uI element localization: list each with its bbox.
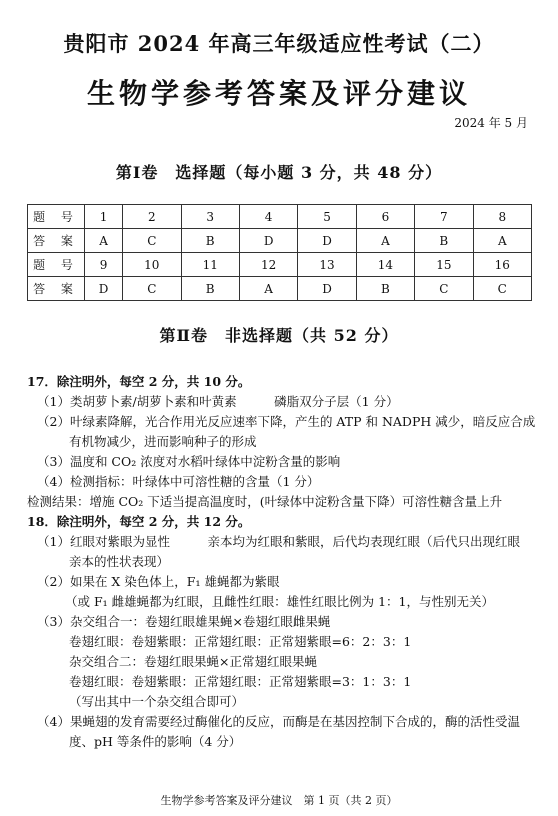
table-row [28, 253, 532, 277]
table-cell: 8 [473, 205, 531, 229]
table-cell: 13 [298, 253, 356, 277]
table-cell: 16 [473, 253, 531, 277]
answer-line: （2）如果在 X 染色体上，F₁ 雄蝇都为紫眼 [37, 574, 280, 589]
table-cell: B [181, 277, 239, 301]
table-cell: C [123, 229, 181, 253]
table-cell: C [415, 277, 473, 301]
answer-line: （4）果蝇翅的发育需要经过酶催化的反应，而酶是在基因控制下合成的，酶的活性受温 [37, 714, 520, 729]
table-cell: 3 [181, 205, 239, 229]
answer-line: （1）类胡萝卜素/胡萝卜素和叶黄素 磷脂双分子层（1 分） [37, 394, 399, 409]
table-cell: 14 [356, 253, 414, 277]
answer-line: （3）温度和 CO₂ 浓度对水稻叶绿体中淀粉含量的影响 [37, 454, 341, 469]
table-cell: B [181, 229, 239, 253]
table-header-cell: 题 号 [28, 253, 85, 277]
answer-line: 亲本的性状表现） [69, 554, 170, 569]
table-cell: A [356, 229, 414, 253]
table-cell: A [239, 277, 297, 301]
table-header-cell: 题 号 [28, 205, 85, 229]
table-cell: 5 [298, 205, 356, 229]
section-2-title: 第Ⅱ卷 非选择题（共 52 分） [159, 326, 399, 345]
table-cell: C [473, 277, 531, 301]
section-1-title: 第Ⅰ卷 选择题（每小题 3 分，共 48 分） [115, 163, 443, 182]
table-row [28, 229, 532, 253]
table-cell: B [415, 229, 473, 253]
document-title: 生物学参考答案及评分建议 [86, 77, 471, 110]
table-cell: D [298, 277, 356, 301]
answer-line: （3）杂交组合一：卷翅红眼雄果蝇×卷翅红眼雌果蝇 [37, 614, 331, 629]
table-cell: 2 [123, 205, 181, 229]
table-cell: 11 [181, 253, 239, 277]
answer-line: （4）检测指标：叶绿体中可溶性糖的含量（1 分） [37, 474, 320, 489]
table-cell: 6 [356, 205, 414, 229]
answer-line: 度、pH 等条件的影响（4 分） [69, 734, 242, 749]
table-cell: D [239, 229, 297, 253]
table-cell: 15 [415, 253, 473, 277]
answer-body [27, 372, 537, 752]
question-18-header: 18．除注明外，每空 2 分，共 12 分。 [27, 514, 251, 529]
table-header-cell: 答 案 [28, 277, 85, 301]
answer-line: （1）红眼对紫眼为显性 亲本均为红眼和紫眼，后代均表现红眼（后代只出现红眼 [37, 534, 520, 549]
document-date: 2024 年 5 月 [454, 116, 528, 130]
answer-line: （写出其中一个杂交组合即可） [69, 694, 245, 709]
answer-line: 卷翅红眼：卷翅紫眼：正常翅红眼：正常翅紫眼=3：1：3：1 [69, 674, 412, 689]
table-header-cell: 答 案 [28, 229, 85, 253]
table-cell: 12 [239, 253, 297, 277]
answer-line: 杂交组合二：卷翅红眼果蝇×正常翅红眼果蝇 [69, 654, 317, 669]
table-cell: 9 [85, 253, 123, 277]
exam-title: 贵阳市 2024 年高三年级适应性考试（二） [63, 31, 495, 56]
answer-line: 检测结果：增施 CO₂ 下适当提高温度时，(叶绿体中淀粉含量下降）可溶性糖含量上升 [27, 494, 503, 509]
table-row [28, 277, 532, 301]
page-footer: 生物学参考答案及评分建议 第 1 页（共 2 页） [160, 794, 398, 807]
table-cell: A [85, 229, 123, 253]
answer-line: 有机物减少，进而影响种子的形成 [69, 434, 257, 449]
table-cell: 4 [239, 205, 297, 229]
table-cell: A [473, 229, 531, 253]
answer-line: （或 F₁ 雌雄蝇都为红眼，且雌性红眼：雄性红眼比例为 1：1，与性别无关） [65, 594, 495, 609]
answer-line: 卷翅红眼：卷翅紫眼：正常翅红眼：正常翅紫眼=6：2：3：1 [69, 634, 412, 649]
table-row [28, 205, 532, 229]
table-cell: D [85, 277, 123, 301]
table-cell: C [123, 277, 181, 301]
table-cell: B [356, 277, 414, 301]
answer-table [27, 204, 532, 301]
answer-line: （2）叶绿素降解，光合作用光反应速率下降，产生的 ATP 和 NADPH 减少，暗反应合成 [37, 414, 536, 429]
table-cell: D [298, 229, 356, 253]
table-cell: 10 [123, 253, 181, 277]
table-cell: 1 [85, 205, 123, 229]
question-17-header: 17．除注明外，每空 2 分，共 10 分。 [27, 374, 251, 389]
table-cell: 7 [415, 205, 473, 229]
